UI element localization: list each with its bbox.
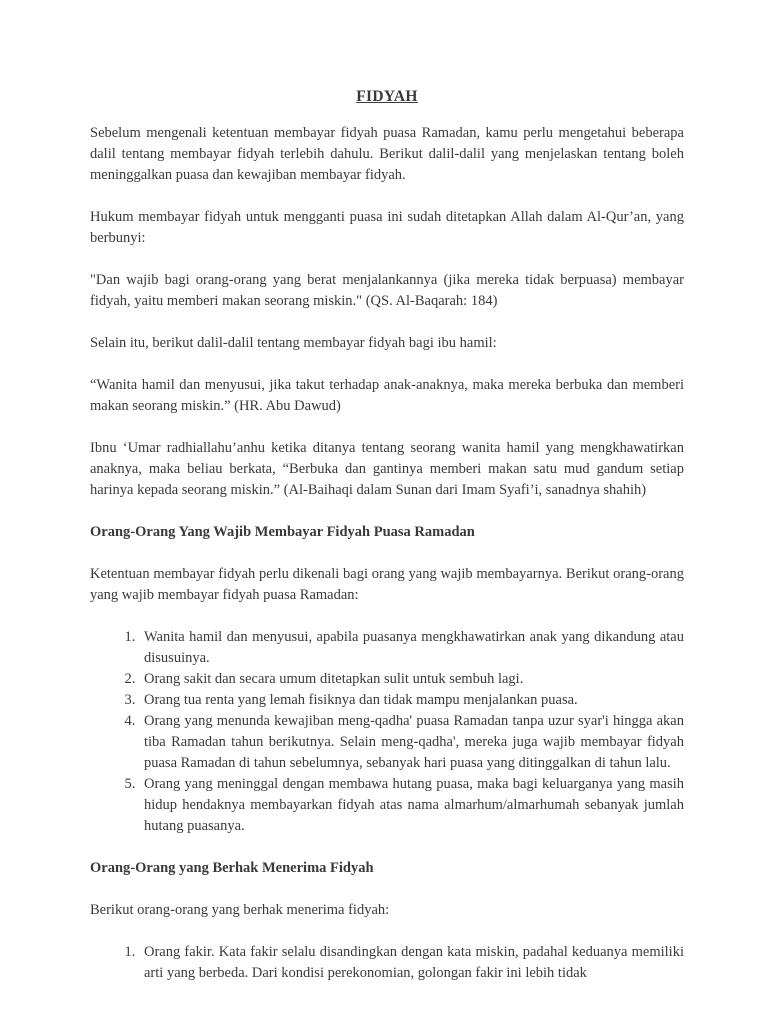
intro-paragraph-1: Sebelum mengenali ketentuan membayar fidyah puasa Ramadan, kamu perlu mengetahui beberapa dalil tentang membayar fidyah terlebih dahulu. Berikut dalil-dalil yang menjelaskan tentang boleh meninggalkan puasa dan kewajiban membayar fidyah. [90, 125, 684, 183]
intro-paragraph-2: Hukum membayar fidyah untuk mengganti puasa ini sudah ditetapkan Allah dalam Al-Qur’an, yang berbunyi: [90, 209, 684, 246]
page-title: FIDYAH [356, 88, 418, 105]
section-heading-berhak-menerima: Orang-Orang yang Berhak Menerima Fidyah [90, 860, 374, 876]
list-item: 4. Orang yang menunda kewajiban meng-qadha' puasa Ramadan tanpa uzur syar'i hingga akan tiba Ramadan tahun berikutnya. Selain meng-qadha', mereka juga wajib membayar fidyah puasa Ramadan di tahun sebelumnya, sebanyak hari puasa yang ditinggalkan di tahun lalu. [139, 711, 684, 774]
list-item: 2. Orang sakit dan secara umum ditetapkan sulit untuk sembuh lagi. [139, 669, 684, 690]
hadith-quote-paragraph: “Wanita hamil dan menyusui, jika takut terhadap anak-anaknya, maka mereka berbuka dan memberi makan seorang miskin.” (HR. Abu Dawud) [90, 377, 684, 414]
berhak-menerima-list [90, 942, 684, 984]
list-item: 5. Orang yang meninggal dengan membawa hutang puasa, maka bagi keluarganya yang masih hidup hendaknya membayarkan fidyah atas nama almarhum/almarhumah sebanyak jumlah hutang puasanya. [139, 774, 684, 837]
ibnu-umar-paragraph: Ibnu ‘Umar radhiallahu’anhu ketika ditanya tentang seorang wanita hamil yang mengkhawatirkan anaknya, maka beliau berkata, “Berbuka dan gantinya memberi makan satu mud gandum setiap harinya kepada seorang miskin.” (Al-Baihaqi dalam Sunan dari Imam Syafi’i, sanadnya shahih) [90, 440, 684, 498]
list-item: 1. Wanita hamil dan menyusui, apabila puasanya mengkhawatirkan anak yang dikandung atau disusuinya. [139, 627, 684, 669]
section-heading-wajib-membayar: Orang-Orang Yang Wajib Membayar Fidyah Puasa Ramadan [90, 524, 475, 540]
intro-paragraph-3: Selain itu, berikut dalil-dalil tentang membayar fidyah bagi ibu hamil: [90, 335, 497, 351]
wajib-membayar-list [90, 627, 684, 837]
section-intro-wajib-membayar: Ketentuan membayar fidyah perlu dikenali bagi orang yang wajib membayarnya. Berikut orang-orang yang wajib membayar fidyah puasa Ramadan: [90, 566, 684, 603]
section-intro-berhak-menerima: Berikut orang-orang yang berhak menerima fidyah: [90, 902, 390, 918]
quran-quote-paragraph: "Dan wajib bagi orang-orang yang berat menjalankannya (jika mereka tidak berpuasa) membayar fidyah, yaitu memberi makan seorang miskin." (QS. Al-Baqarah: 184) [90, 272, 684, 309]
list-item: 3. Orang tua renta yang lemah fisiknya dan tidak mampu menjalankan puasa. [139, 690, 684, 711]
list-item: 1. Orang fakir. Kata fakir selalu disandingkan dengan kata miskin, padahal keduanya memiliki arti yang berbeda. Dari kondisi perekonomian, golongan fakir ini lebih tidak [139, 942, 684, 984]
